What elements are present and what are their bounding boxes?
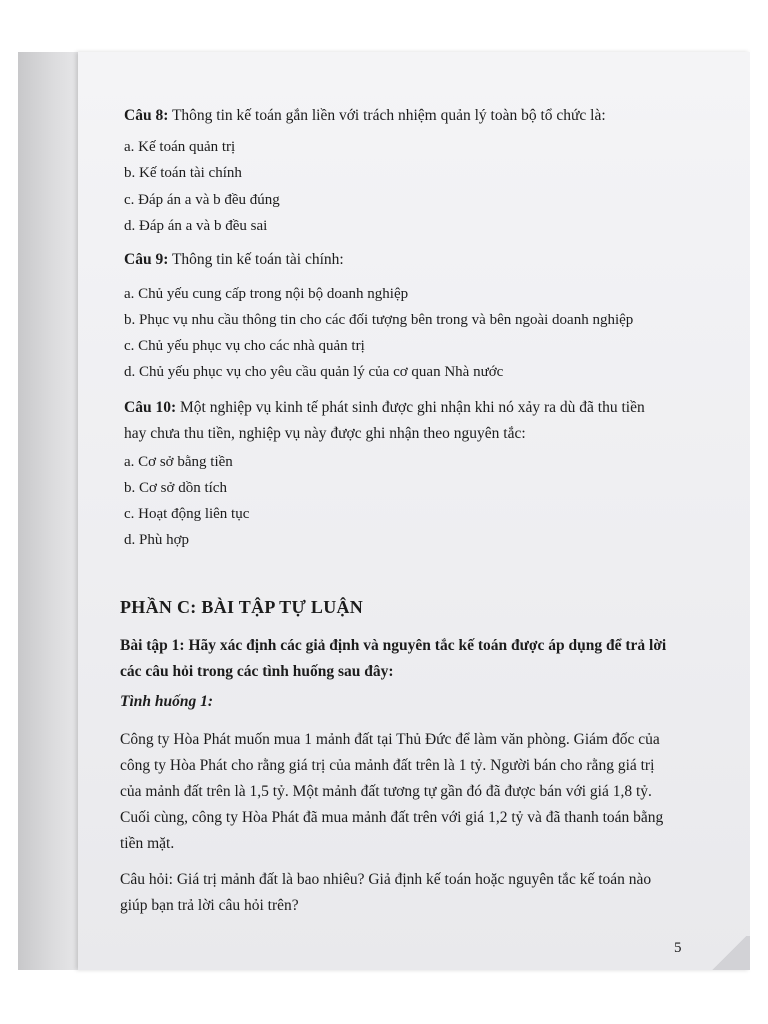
question-10-cont: hay chưa thu tiền, nghiệp vụ này được ghi nhận theo nguyên tắc:: [124, 425, 526, 442]
question-8: Câu 8: Thông tin kế toán gắn liền với trách nhiệm quản lý toàn bộ tổ chức là:: [124, 107, 606, 124]
question-9: Câu 9: Thông tin kế toán tài chính:: [124, 251, 344, 268]
page-number: 5: [674, 940, 682, 956]
page-corner-fold: [708, 936, 750, 970]
q8-option-b: b. Kế toán tài chính: [124, 165, 242, 181]
question-line: giúp bạn trả lời câu hỏi trên?: [120, 897, 299, 914]
q10-option-c: c. Hoạt động liên tục: [124, 506, 250, 522]
q8-option-a: a. Kế toán quản trị: [124, 139, 236, 155]
exercise-1-line-2: các câu hỏi trong các tình huống sau đây:: [120, 663, 394, 680]
paragraph-line: tiền mặt.: [120, 835, 175, 852]
paragraph-line: của mảnh đất trên là 1,5 tỷ. Một mảnh đất tương tự gần đó đã được bán với giá 1,8 tỷ.: [120, 783, 652, 800]
exercise-1-line-1: Bài tập 1: Hãy xác định các giả định và nguyên tắc kế toán được áp dụng để trả lời: [120, 637, 667, 654]
paragraph-line: Công ty Hòa Phát muốn mua 1 mảnh đất tại Thủ Đức để làm văn phòng. Giám đốc của: [120, 731, 660, 748]
q8-option-c: c. Đáp án a và b đều đúng: [124, 192, 280, 208]
question-line: Câu hỏi: Giá trị mảnh đất là bao nhiêu? Giả định kế toán hoặc nguyên tắc kế toán nào: [120, 871, 652, 888]
q10-option-a: a. Cơ sở bằng tiền: [124, 454, 233, 470]
q9-option-c: c. Chủ yếu phục vụ cho các nhà quản trị: [124, 338, 365, 354]
paragraph-line: công ty Hòa Phát cho rằng giá trị của mảnh đất trên là 1 tỷ. Người bán cho rằng giá trị: [120, 757, 655, 774]
q8-option-d: d. Đáp án a và b đều sai: [124, 218, 268, 234]
paragraph-line: Cuối cùng, công ty Hòa Phát đã mua mảnh đất trên với giá 1,2 tỷ và đã thanh toán bằng: [120, 809, 664, 826]
right-background: [750, 52, 768, 970]
q10-option-b: b. Cơ sở dồn tích: [124, 480, 227, 496]
q10-option-d: d. Phù hợp: [124, 532, 190, 548]
situation-heading: Tình huống 1:: [120, 693, 214, 710]
q9-option-a: a. Chủ yếu cung cấp trong nội bộ doanh nghiệp: [124, 286, 409, 302]
section-title: PHẦN C: BÀI TẬP TỰ LUẬN: [120, 597, 364, 617]
q9-option-b: b. Phục vụ nhu cầu thông tin cho các đối tượng bên trong và bên ngoài doanh nghiệp: [124, 312, 634, 328]
adjacent-page-edge: [18, 52, 78, 970]
q9-option-d: d. Chủ yếu phục vụ cho yêu cầu quản lý của cơ quan Nhà nước: [124, 364, 504, 380]
question-10: Câu 10: Một nghiệp vụ kinh tế phát sinh được ghi nhận khi nó xảy ra dù đã thu tiền: [124, 399, 645, 416]
